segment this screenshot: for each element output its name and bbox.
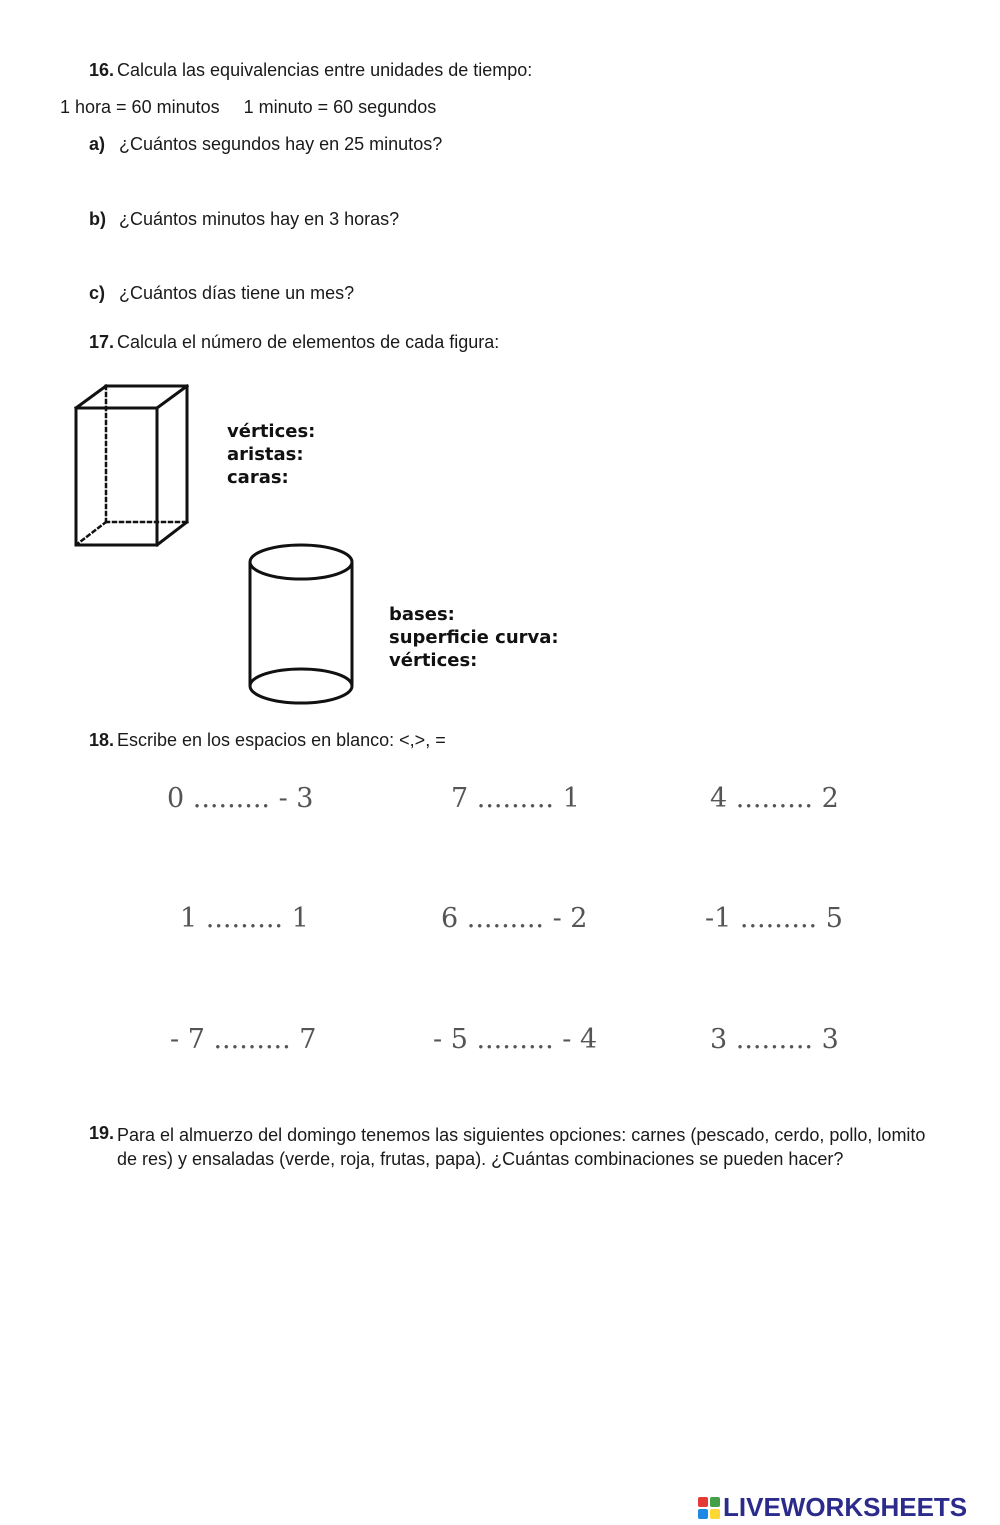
cylinder-labels: [389, 603, 559, 672]
item-text: ¿Cuántos segundos hay en 25 minutos?: [119, 134, 443, 154]
q18-title: Escribe en los espacios en blanco: <,>, =: [117, 730, 446, 750]
q16-title: Calcula las equivalencias entre unidades de tiempo:: [117, 60, 533, 80]
comparison-blank[interactable]: 6 ......... - 2: [441, 903, 588, 934]
comparison-blank[interactable]: 4 ......... 2: [710, 783, 839, 814]
comparison-blank[interactable]: 0 ......... - 3: [167, 783, 314, 814]
item-letter: a): [89, 134, 106, 154]
q16-item-c: [89, 283, 354, 304]
prism-edges-label: aristas:: [227, 444, 304, 465]
comparison-blank[interactable]: -1 ......... 5: [705, 903, 843, 934]
logo-text: LIVEWORKSHEETS: [723, 1492, 968, 1522]
prism-vertices-label: vértices:: [227, 421, 316, 442]
comparison-blank[interactable]: - 7 ......... 7: [170, 1024, 317, 1055]
q19-number: [89, 1123, 117, 1144]
q19-number-text: 19.: [89, 1123, 115, 1143]
rectangular-prism-figure: [70, 380, 200, 552]
comparison-blank[interactable]: - 5 ......... - 4: [433, 1024, 598, 1055]
item-text: ¿Cuántos días tiene un mes?: [119, 283, 355, 303]
liveworksheets-logo: [697, 1492, 967, 1523]
equivalence-minute: 1 minuto = 60 segundos: [243, 97, 437, 117]
cylinder-curved-surface-label: superficie curva:: [389, 627, 559, 648]
q18-number: 18.: [89, 730, 115, 750]
q17-title: Calcula el número de elementos de cada figura:: [117, 332, 500, 352]
q16-heading: [89, 60, 532, 81]
comparison-blank[interactable]: 3 ......... 3: [710, 1024, 839, 1055]
q18-heading: [89, 730, 446, 751]
prism-labels: [227, 420, 315, 489]
q19-text: Para el almuerzo del domingo tenemos las siguientes opciones: carnes (pescado, cerdo, pollo, lomito de res) y ensaladas (verde, roja, frutas, papa). ¿Cuántas combinaciones se pueden hacer?: [117, 1125, 926, 1169]
item-letter: c): [89, 283, 106, 303]
q17-heading: [89, 332, 499, 353]
q17-number: 17.: [89, 332, 115, 352]
cylinder-bases-label: bases:: [389, 604, 455, 625]
cylinder-vertices-label: vértices:: [389, 650, 478, 671]
prism-faces-label: caras:: [227, 467, 289, 488]
comparison-blank[interactable]: 1 ......... 1: [180, 903, 309, 934]
q16-item-b: [89, 209, 399, 230]
q16-item-a: [89, 134, 442, 155]
q16-number: 16.: [89, 60, 115, 80]
time-equivalences: [60, 97, 436, 118]
equivalence-hour: 1 hora = 60 minutos: [60, 97, 220, 117]
comparison-blank[interactable]: 7 ......... 1: [451, 783, 580, 814]
cylinder-figure: [244, 540, 360, 708]
item-text: ¿Cuántos minutos hay en 3 horas?: [119, 209, 400, 229]
logo-blocks-icon: [697, 1495, 721, 1521]
item-letter: b): [89, 209, 106, 229]
